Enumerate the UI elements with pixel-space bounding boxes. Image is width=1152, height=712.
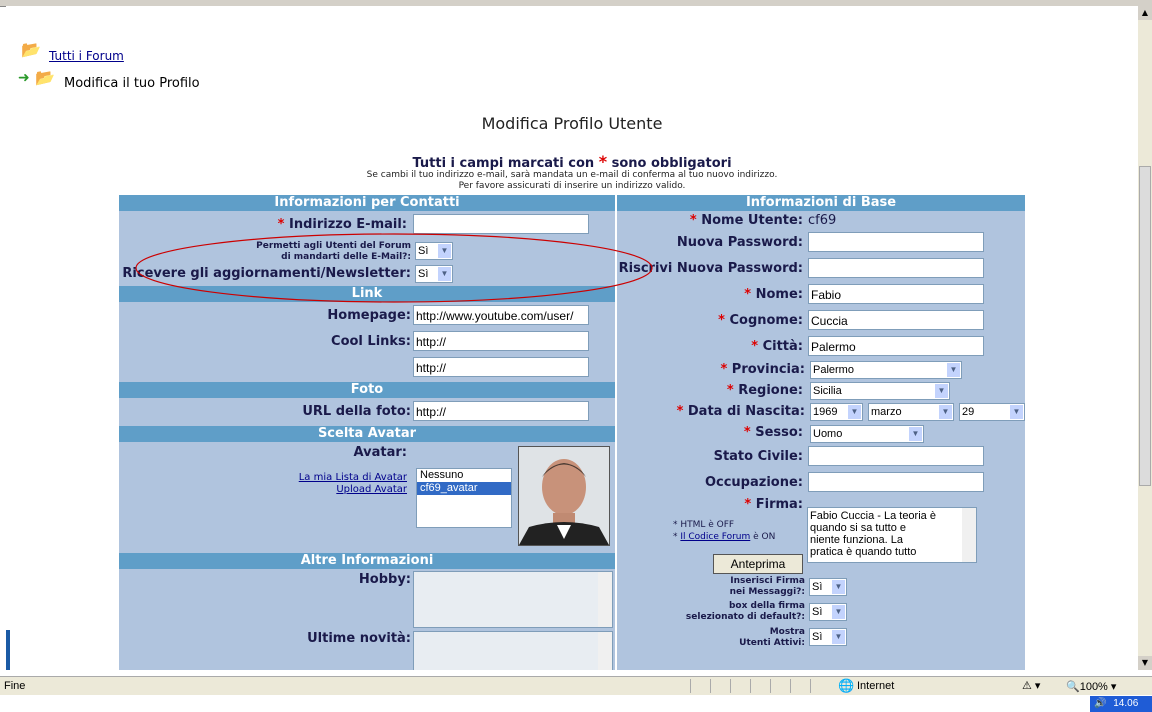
my-avatar-list-link[interactable]: La mia Lista di Avatar bbox=[298, 472, 407, 483]
zoom-level[interactable]: 🔍100% ▾ bbox=[1066, 681, 1117, 693]
civil-status-label: Stato Civile: bbox=[713, 449, 803, 464]
html-off-note: * HTML è OFF bbox=[673, 520, 735, 530]
chevron-down-icon: ▼ bbox=[909, 427, 922, 441]
signature-label: * Firma: bbox=[744, 497, 803, 512]
folder-open-icon: 📂 bbox=[21, 40, 41, 59]
avatar-option[interactable]: Nessuno bbox=[420, 469, 464, 481]
required-notice-text: Tutti i campi marcati con bbox=[412, 156, 595, 171]
status-divider bbox=[690, 679, 691, 693]
news-scrollbar[interactable] bbox=[598, 632, 612, 670]
links-header: Link bbox=[119, 286, 615, 302]
status-divider bbox=[770, 679, 771, 693]
surname-input[interactable]: Cuccia bbox=[808, 310, 984, 330]
avatar-label: Avatar: bbox=[353, 445, 407, 460]
city-label: * Città: bbox=[751, 339, 803, 354]
region-label: * Regione: bbox=[726, 383, 803, 398]
other-header: Altre Informazioni bbox=[119, 553, 615, 569]
basic-info-header: Informazioni di Base bbox=[617, 195, 1025, 211]
cool-link-2-input[interactable]: http:// bbox=[413, 357, 589, 377]
birth-day-select[interactable]: 29 ▼ bbox=[959, 403, 1025, 421]
photo-header: Foto bbox=[119, 382, 615, 398]
chevron-down-icon: ▼ bbox=[438, 267, 451, 281]
avatar-photo bbox=[518, 446, 610, 546]
scrollbar-thumb[interactable] bbox=[1139, 166, 1151, 486]
news-label: Ultime novità: bbox=[307, 631, 411, 646]
job-input[interactable] bbox=[808, 472, 984, 492]
speaker-icon[interactable]: 🔊 bbox=[1094, 698, 1107, 709]
birth-year-select[interactable]: 1969 ▼ bbox=[810, 403, 863, 421]
status-divider bbox=[750, 679, 751, 693]
birth-month-select[interactable]: marzo ▼ bbox=[868, 403, 954, 421]
avatar-header: Scelta Avatar bbox=[119, 426, 615, 442]
cool-link-1-input[interactable]: http:// bbox=[413, 331, 589, 351]
status-text: Fine bbox=[4, 680, 26, 692]
annotation-ellipse bbox=[131, 228, 657, 308]
arrow-right-icon: ➜ bbox=[18, 70, 30, 86]
username-label: * Nome Utente: bbox=[689, 213, 803, 228]
email-label: * Indirizzo E-mail: bbox=[277, 217, 407, 232]
job-label: Occupazione: bbox=[704, 475, 803, 490]
chevron-down-icon: ▼ bbox=[939, 405, 952, 419]
news-textarea[interactable] bbox=[413, 631, 613, 670]
page-content bbox=[6, 6, 1138, 670]
protected-mode-icon[interactable]: ⚠ ▾ bbox=[1022, 680, 1041, 692]
avatar-option-selected[interactable]: cf69_avatar bbox=[417, 482, 511, 495]
page-title: Modifica Profilo Utente bbox=[481, 114, 663, 133]
scroll-up-icon[interactable]: ▲ bbox=[1138, 6, 1152, 20]
status-divider bbox=[710, 679, 711, 693]
sex-label: * Sesso: bbox=[743, 425, 803, 440]
repeat-password-input[interactable] bbox=[808, 258, 984, 278]
forum-code-link[interactable]: Il Codice Forum bbox=[680, 532, 751, 542]
region-select[interactable]: Sicilia ▼ bbox=[810, 382, 950, 400]
chevron-down-icon: ▼ bbox=[832, 580, 845, 594]
chevron-down-icon: ▼ bbox=[832, 605, 845, 619]
allow-email-select[interactable]: Sì ▼ bbox=[415, 242, 453, 260]
province-select[interactable]: Palermo ▼ bbox=[810, 361, 962, 379]
sex-select[interactable]: Uomo ▼ bbox=[810, 425, 924, 443]
folder-open-icon: 📂 bbox=[35, 68, 55, 87]
page-scrollbar[interactable] bbox=[1138, 6, 1152, 670]
surname-label: * Cognome: bbox=[718, 313, 803, 328]
chevron-down-icon: ▼ bbox=[947, 363, 960, 377]
email-note-1: Se cambi il tuo indirizzo e-mail, sarà mandata un e-mail di conferma al tuo nuovo indirizzo. bbox=[366, 170, 778, 180]
photo-url-label: URL della foto: bbox=[302, 404, 411, 419]
scroll-down-icon[interactable]: ▼ bbox=[1138, 656, 1152, 670]
signature-default-label: box della firma selezionato di default?: bbox=[685, 601, 805, 622]
hobby-scrollbar[interactable] bbox=[598, 572, 612, 627]
signature-default-select[interactable]: Sì ▼ bbox=[809, 603, 847, 621]
status-bar bbox=[0, 676, 1152, 695]
show-active-users-select[interactable]: Sì ▼ bbox=[809, 628, 847, 646]
username-value: cf69 bbox=[808, 213, 837, 228]
new-password-label: Nuova Password: bbox=[676, 235, 803, 250]
homepage-input[interactable]: http://www.youtube.com/user/ bbox=[413, 305, 589, 325]
status-divider bbox=[730, 679, 731, 693]
show-active-users-label: Mostra Utenti Attivi: bbox=[739, 627, 805, 648]
repeat-password-label: Riscrivi Nuova Password: bbox=[618, 261, 803, 276]
upload-avatar-link[interactable]: Upload Avatar bbox=[336, 484, 407, 495]
contacts-header: Informazioni per Contatti bbox=[119, 195, 615, 211]
chevron-down-icon: ▼ bbox=[832, 630, 845, 644]
required-asterisk: * bbox=[598, 152, 608, 171]
hobby-textarea[interactable] bbox=[413, 571, 613, 628]
name-input[interactable]: Fabio bbox=[808, 284, 984, 304]
forum-code-note: * Il Codice Forum è ON bbox=[673, 532, 776, 542]
system-tray bbox=[1090, 696, 1152, 712]
security-zone: Internet bbox=[857, 680, 895, 692]
email-note-2: Per favore assicurati di inserire un indirizzo valido. bbox=[458, 181, 686, 191]
status-divider bbox=[790, 679, 791, 693]
name-label: * Nome: bbox=[744, 287, 803, 302]
signature-textarea[interactable]: Fabio Cuccia - La teoria è quando si sa tutto e niente funziona. La pratica è quando tutto bbox=[807, 507, 977, 563]
insert-signature-select[interactable]: Sì ▼ bbox=[809, 578, 847, 596]
birth-date-label: * Data di Nascita: bbox=[676, 404, 805, 419]
new-password-input[interactable] bbox=[808, 232, 984, 252]
preview-button[interactable]: Anteprima bbox=[713, 554, 803, 574]
hobby-label: Hobby: bbox=[358, 572, 411, 587]
clock: 14.06 bbox=[1113, 698, 1139, 709]
cool-links-label: Cool Links: bbox=[331, 334, 411, 349]
chevron-down-icon: ▼ bbox=[848, 405, 861, 419]
allow-email-label: Permetti agli Utenti del Forum di mandarti delle E-Mail?: bbox=[256, 241, 411, 262]
chevron-down-icon: ▼ bbox=[1010, 405, 1023, 419]
civil-status-input[interactable] bbox=[808, 446, 984, 466]
chevron-down-icon: ▼ bbox=[438, 244, 451, 258]
insert-signature-label: Inserisci Firma nei Messaggi?: bbox=[729, 576, 805, 597]
avatar-listbox[interactable] bbox=[416, 468, 512, 528]
chevron-down-icon: ▼ bbox=[935, 384, 948, 398]
signature-scrollbar[interactable] bbox=[962, 508, 976, 562]
newsletter-label: Ricevere gli aggiornamenti/Newsletter: bbox=[122, 266, 411, 281]
province-label: * Provincia: bbox=[720, 362, 805, 377]
all-forums-link[interactable]: Tutti i Forum bbox=[49, 49, 124, 63]
edit-profile-breadcrumb: Modifica il tuo Profilo bbox=[64, 76, 200, 91]
required-notice-text2: sono obbligatori bbox=[611, 156, 732, 171]
city-input[interactable]: Palermo bbox=[808, 336, 984, 356]
photo-url-input[interactable]: http:// bbox=[413, 401, 589, 421]
left-edge-marker bbox=[6, 630, 10, 670]
newsletter-select[interactable]: Sì ▼ bbox=[415, 265, 453, 283]
status-divider bbox=[810, 679, 811, 693]
homepage-label: Homepage: bbox=[327, 308, 411, 323]
globe-icon: 🌐 bbox=[838, 678, 855, 693]
required-notice bbox=[6, 152, 1138, 171]
